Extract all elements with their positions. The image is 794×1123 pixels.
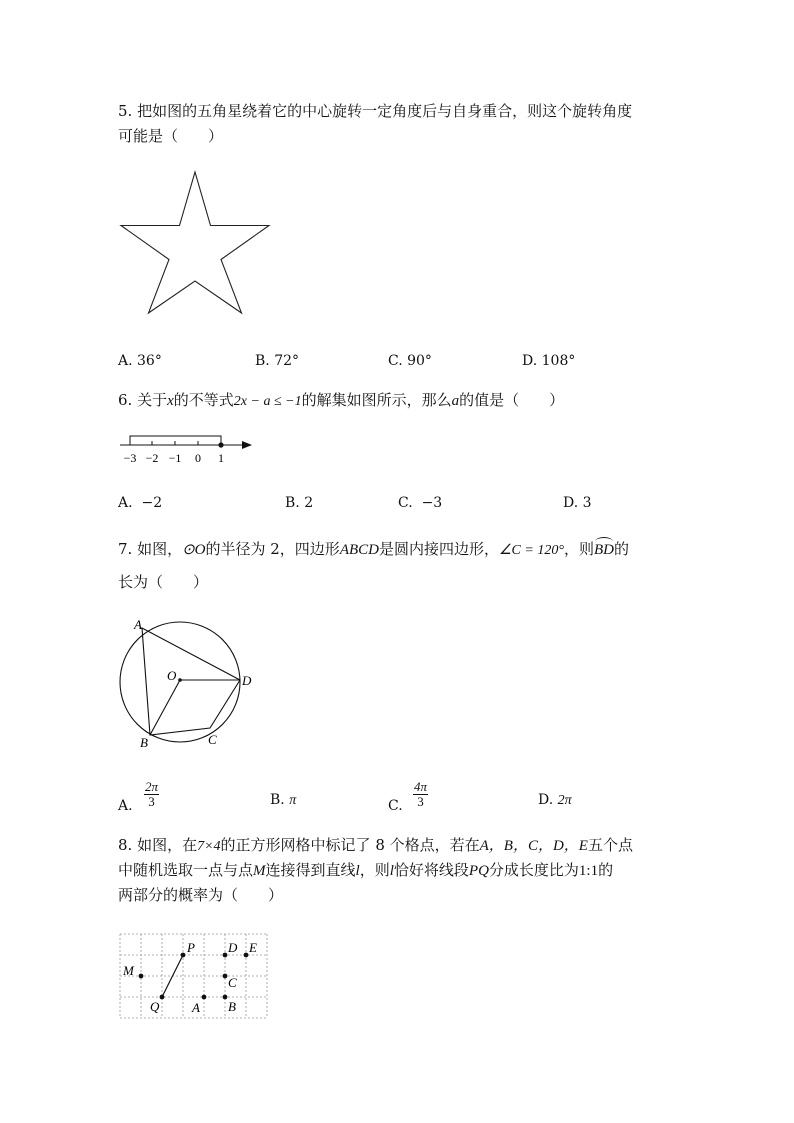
q6-var-a: a: [451, 393, 460, 409]
q8-point-m: M: [253, 863, 266, 879]
q7-option-c-fraction: [413, 780, 428, 809]
tick-label: −1: [168, 451, 182, 465]
q7-option-c-letter: C.: [388, 798, 403, 814]
closed-point-1: [218, 442, 223, 447]
q6-option-a: A. −2: [118, 495, 163, 511]
q8-text: 8. 如图，在: [118, 836, 198, 854]
point-m: [139, 974, 144, 979]
fraction-numerator: 4π: [414, 779, 428, 794]
q7-quad: ABCD: [339, 542, 379, 558]
q8-grid-size: 7×4: [197, 839, 221, 854]
radius-ob: [150, 680, 180, 735]
q5-option-d: D. 108°: [522, 353, 576, 369]
tick-label: 1: [218, 451, 224, 465]
q5-option-a: A. 36°: [118, 353, 162, 369]
point-c: [223, 974, 228, 979]
point-e: [244, 953, 249, 958]
q6-option-d: D. 3: [563, 495, 592, 511]
q7-mid2: 是圆内接四边形，: [378, 540, 499, 558]
q6-stem: [118, 390, 564, 412]
option-letter: B.: [270, 792, 285, 808]
label-d: D: [228, 940, 238, 955]
q7-option-d: [538, 791, 572, 810]
label-d: D: [242, 673, 252, 688]
q5-stem-line1: 5. 把如图的五角星绕着它的中心旋转一定角度后与自身重合，则这个旋转角度: [118, 102, 633, 120]
label-o: O: [167, 668, 177, 683]
q8-line-l: l: [389, 863, 394, 879]
option-letter: D.: [538, 792, 554, 808]
point-d: [223, 953, 228, 958]
q5-option-b: B. 72°: [255, 353, 300, 369]
grid-figure: [118, 932, 278, 1032]
point-b: [223, 995, 228, 1000]
fraction-denominator: 3: [417, 794, 424, 809]
q5-option-c: C. 90°: [388, 353, 432, 369]
arrow-head: [242, 441, 252, 449]
q6-option-b: B. 2: [285, 495, 314, 511]
label-b: B: [140, 735, 148, 750]
q6-option-c: C. −3: [398, 495, 443, 511]
q8-text: 恰好将线段: [393, 861, 469, 879]
q7-arc-bd: BD: [594, 540, 614, 560]
q7-stem-line1: [118, 539, 629, 561]
q7-circle-o: ⊙O: [182, 542, 206, 558]
point-p: [181, 953, 186, 958]
q6-var-x: x: [167, 393, 174, 409]
q6-pre: 6. 关于: [118, 391, 168, 409]
q6-mid2: 的解集如图所示，那么: [301, 391, 452, 409]
q8-segment-pq: PQ: [468, 863, 489, 879]
q8-line-l: l: [355, 863, 360, 879]
circle-o: [120, 622, 240, 742]
q8-stem-line2: [118, 860, 613, 881]
q7-pre: 7. 如图，: [118, 540, 183, 558]
number-line-figure: [118, 432, 258, 472]
point-a: [202, 995, 207, 1000]
q8-text: 的正方形网格中标记了 8 个格点，若在: [220, 836, 480, 854]
fraction-numerator: 2π: [145, 779, 159, 794]
q6-post: 的值是（ ）: [459, 391, 565, 409]
q5-stem-line2: 可能是（ ）: [118, 127, 224, 145]
q7-stem-line2: 长为（ ）: [118, 573, 209, 591]
q7-mid3: ，则: [563, 540, 594, 558]
q6-mid1: 的不等式: [173, 391, 234, 409]
q8-text: 中随机选取一点与点: [118, 861, 254, 879]
q8-text: ，则: [359, 861, 390, 879]
label-c: C: [228, 975, 237, 990]
label-b: B: [228, 999, 236, 1014]
q7-angle: ∠C = 120°: [499, 543, 564, 558]
q7-post: 的: [613, 540, 629, 558]
q8-points: A，B，C，D，E: [479, 838, 588, 854]
five-pointed-star-figure: [115, 168, 275, 318]
fraction-denominator: 3: [148, 794, 155, 809]
tick-label: −3: [123, 451, 137, 465]
tick-label: −2: [145, 451, 159, 465]
q6-inequality: 2x − a ≤ −1: [233, 394, 302, 409]
label-a: A: [134, 617, 142, 632]
star-shape: [121, 172, 269, 313]
q8-text: 的: [598, 861, 614, 879]
label-c: C: [208, 732, 217, 747]
quadrilateral-abcd: [142, 628, 240, 735]
q7-option-a-letter: A.: [118, 798, 133, 814]
q8-text: 连接得到直线: [265, 861, 356, 879]
label-a: A: [192, 1000, 200, 1015]
label-p: P: [187, 940, 195, 955]
q8-text: 分成长度比为: [488, 861, 579, 879]
q8-ratio: 1:1: [578, 863, 599, 879]
q8-stem-line1: [118, 835, 633, 857]
q7-option-a-fraction: [144, 780, 159, 809]
point-q: [160, 995, 165, 1000]
label-q: Q: [150, 999, 160, 1014]
label-e: E: [249, 940, 257, 955]
option-value: π: [289, 793, 297, 808]
q8-stem-line3: 两部分的概率为（ ）: [118, 886, 284, 904]
center-point: [178, 678, 182, 682]
q7-mid1: 的半径为 2，四边形: [205, 540, 340, 558]
option-value: 2π: [557, 793, 572, 808]
q7-option-b: [270, 791, 296, 810]
label-m: M: [123, 963, 134, 978]
tick-label: 0: [195, 451, 201, 465]
inscribed-quadrilateral-figure: [110, 612, 260, 752]
q8-text: 五个点: [587, 836, 633, 854]
